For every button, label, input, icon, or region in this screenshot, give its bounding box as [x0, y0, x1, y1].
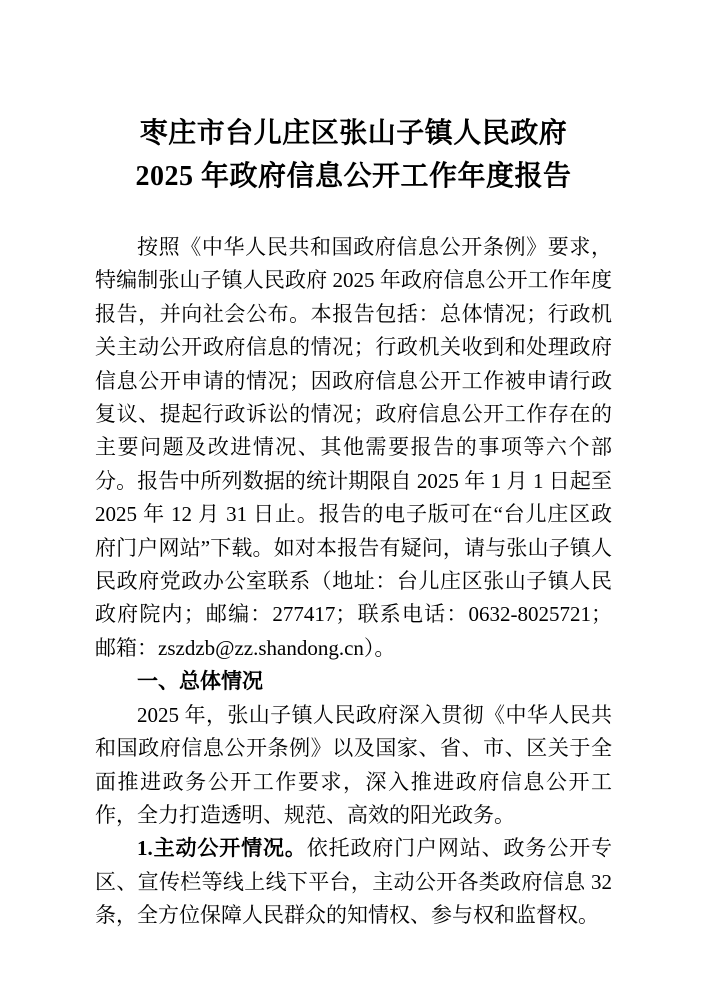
doc-title-line-1: 枣庄市台儿庄区张山子镇人民政府	[139, 118, 568, 149]
item-1-paragraph	[95, 832, 612, 932]
section-1-heading: 一、总体情况	[137, 670, 263, 694]
intro-paragraph: 按照《中华人民共和国政府信息公开条例》要求，特编制张山子镇人民政府 2025 年政府信息公开工作年度报告，并向社会公布。本报告包括：总体情况；行政机关主动公开政府信息的情况；行政机关收到和处理政府信息公开申请的情况；因政府信息公开工作被申请行政复议、提起行政诉讼的情况；政府信息公开工作存在的主要问题及改进情况、其他需要报告的事项等六个部分。报告中所列数据的统计期限自 2025 年 1 月 1 日起至 2025 年 12 月 31 日止。报告的电子版可在“台儿庄区政府门户网站”下载。如对本报告有疑问，请与张山子镇人民政府党政办公室联系（地址：台儿庄区张山子镇人民政府院内；邮编：277417；联系电话：0632-8025721；邮箱：zszdzb@zz.shandong.cn）。	[95, 235, 612, 660]
doc-title	[95, 112, 612, 198]
item-1-lead: 1.主动公开情况。	[137, 836, 307, 861]
doc-title-line-2: 2025 年政府信息公开工作年度报告	[135, 161, 572, 192]
section-1-paragraph: 2025 年，张山子镇人民政府深入贯彻《中华人民共和国政府信息公开条例》以及国家、省、市、区关于全面推进政务公开工作要求，深入推进政府信息公开工作，全力打造透明、规范、高效的阳光政务。	[95, 702, 612, 827]
item-1-text: 依托政府门户网站、政务公开专区、宣传栏等线上线下平台，主动公开各类政府信息 32 条，全方位保障人民群众的知情权、参与权和监督权。	[95, 836, 612, 928]
